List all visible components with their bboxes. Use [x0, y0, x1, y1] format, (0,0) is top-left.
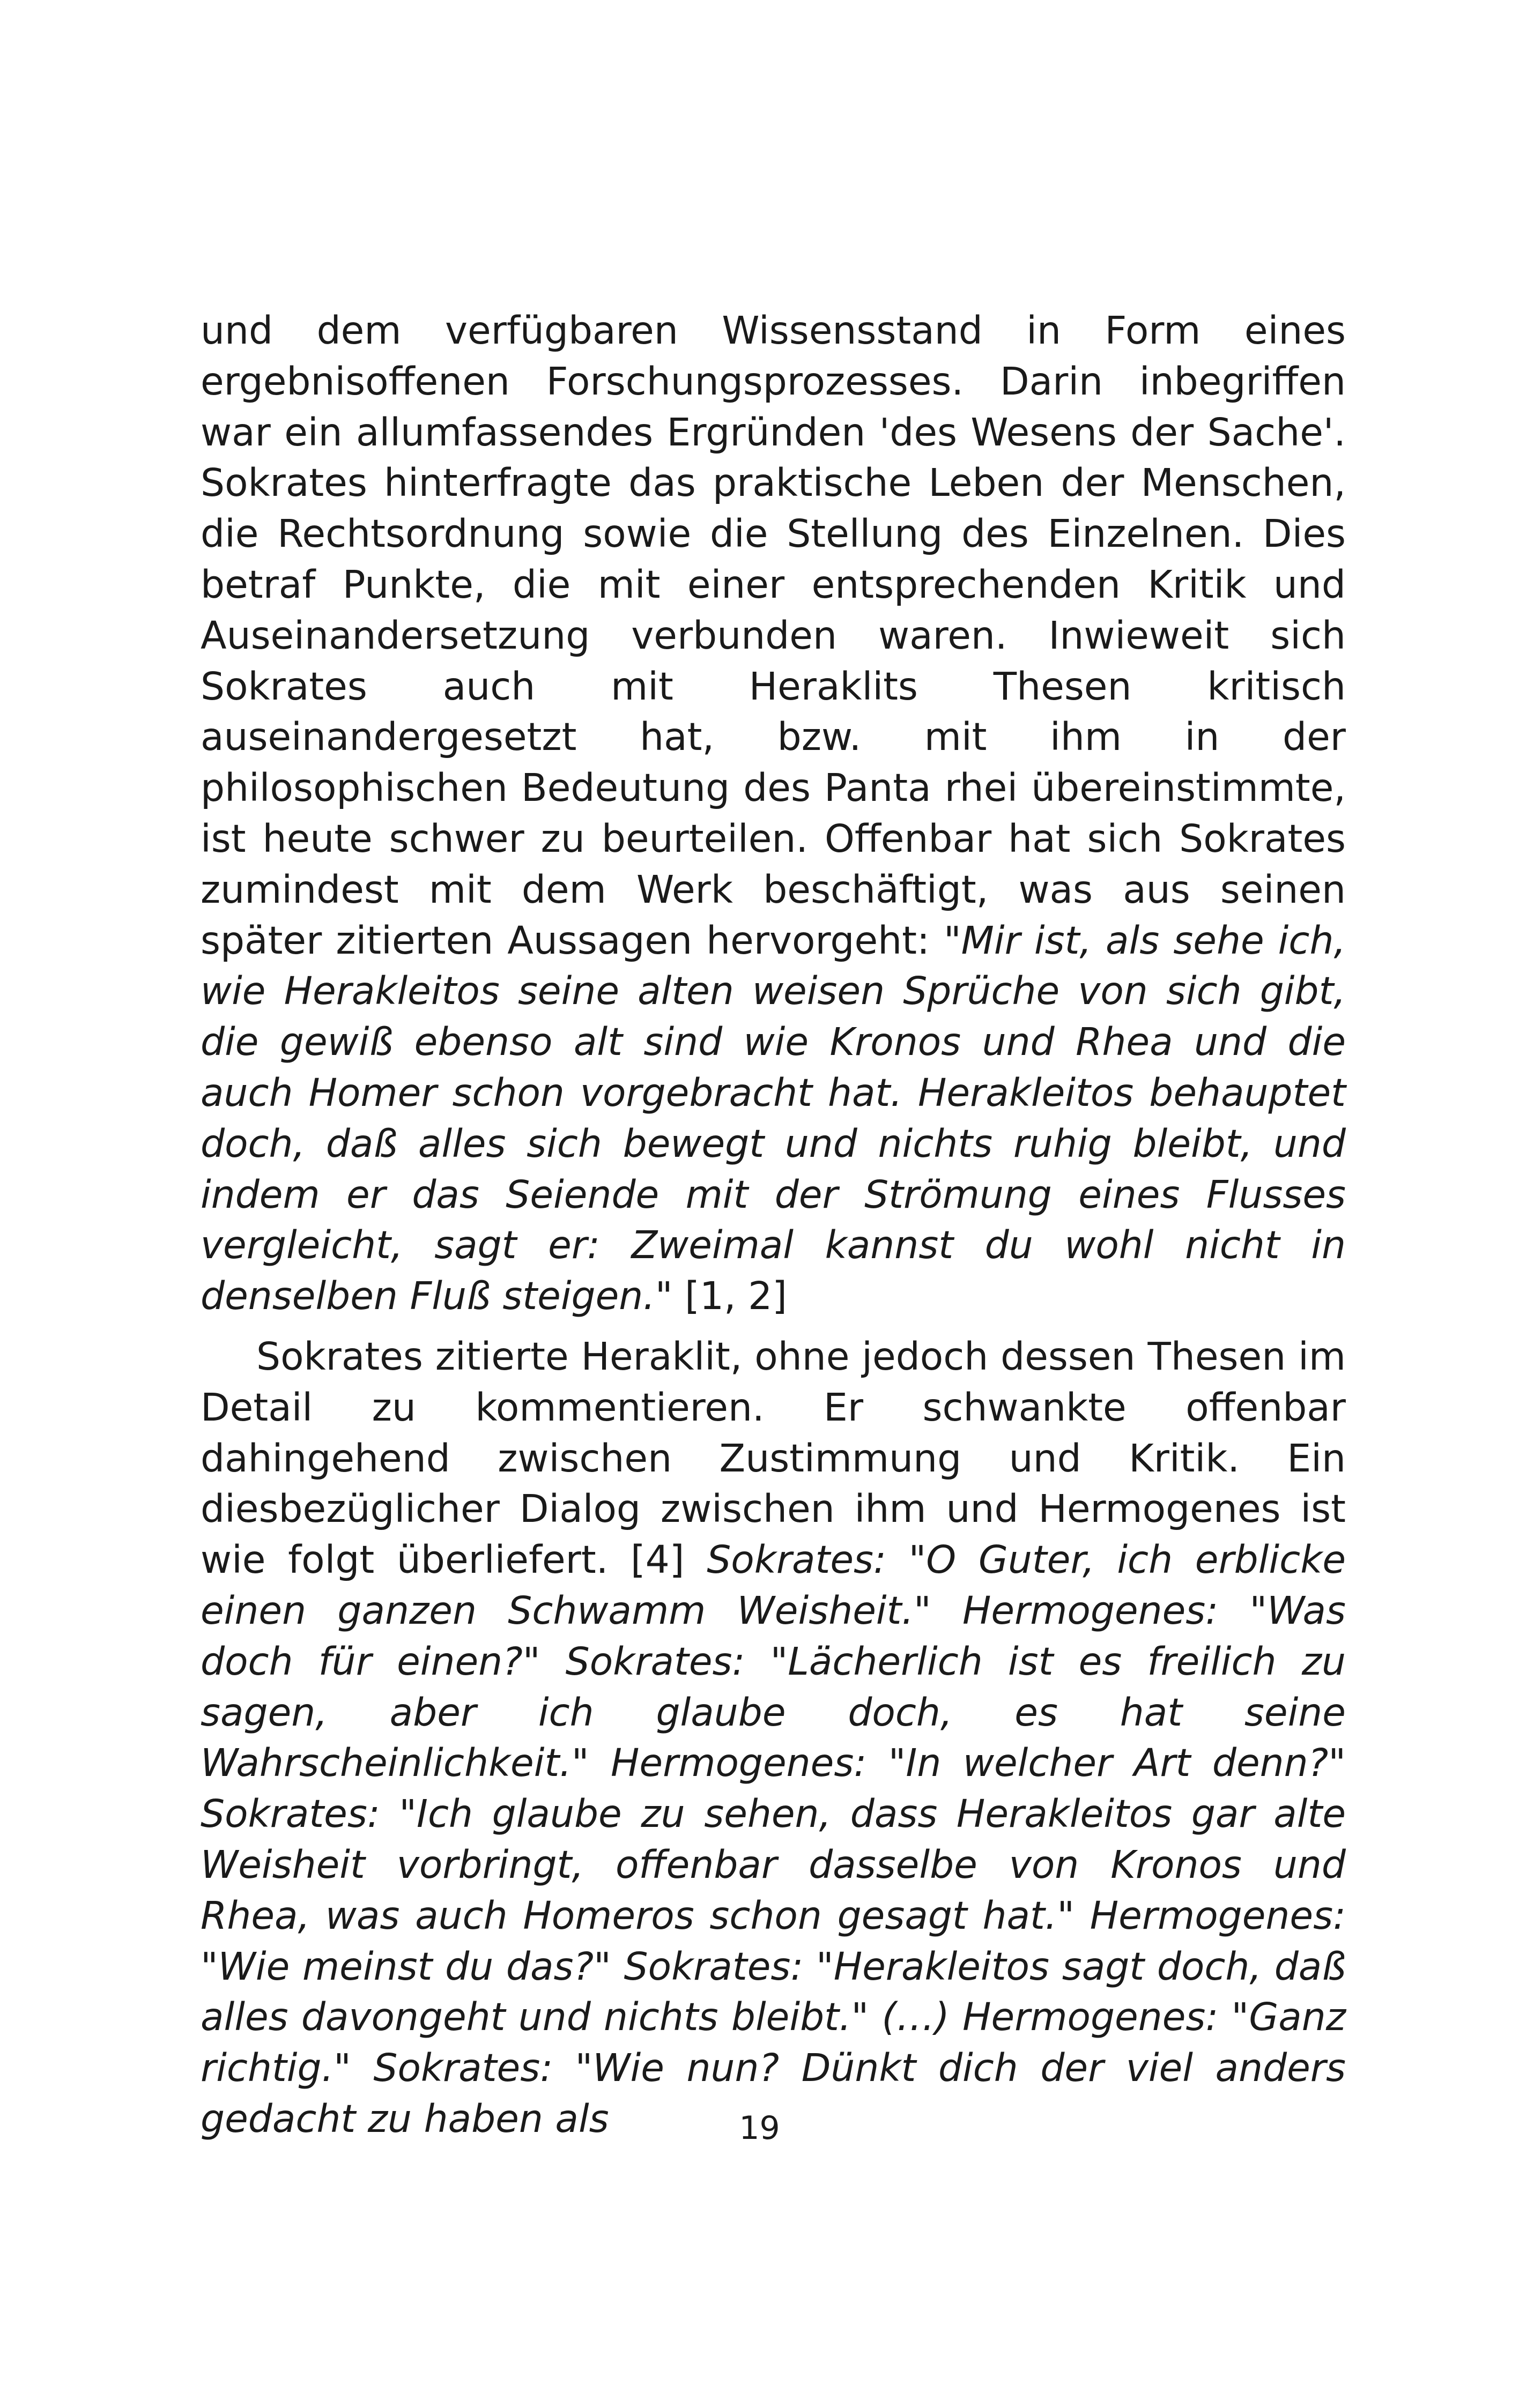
citation-run: [1, 2]: [672, 1274, 787, 1319]
paragraph-1: [201, 306, 1346, 1322]
quote-run: "Mir ist, als sehe ich, wie Herakleitos seine alten weisen Sprüche von sich gibt, die gewiß ebenso alt sind wie Kronos und Rhea und die auch Homer schon vorgebracht hat. Herakleitos behauptet doch, daß alles sich bewegt und nichts ruhig bleibt, und indem er das Seiende mit der Strömung eines Flusses vergleicht, sagt er: Zweimal kannst du wohl nicht in denselben Fluß steigen.": [201, 918, 1346, 1319]
text-run: Sokrates zitierte Heraklit, ohne jedoch dessen Thesen im Detail zu kommentieren. Er schwankte offenbar dahingehend zwischen Zustimmung und Kritik. Ein diesbezüglicher Dialog zwischen ihm und Hermogenes ist wie folgt überliefert. [4]: [201, 1334, 1346, 1582]
paragraph-2: [201, 1332, 1346, 2145]
body-text: [201, 306, 1346, 2145]
dialog-run: Sokrates: "O Guter, ich erblicke einen ganzen Schwamm Weisheit." Hermogenes: "Was doch für einen?" Sokrates: "Lächerlich ist es freilich zu sagen, aber ich glaube doch, es hat seine Wahrscheinlichkeit." Hermogenes: "In welcher Art denn?" Sokrates: "Ich glaube zu sehen, dass Herakleitos gar alte Weisheit vorbringt, offenbar dasselbe von Kronos und Rhea, was auch Homeros schon gesagt hat." Hermogenes: "Wie meinst du das?" Sokrates: "Herakleitos sagt doch, daß alles davongeht und nichts bleibt." (…) Hermogenes: "Ganz richtig." Sokrates: "Wie nun? Dünkt dich der viel anders gedacht zu haben als: [201, 1537, 1346, 2141]
text-run: und dem verfügbaren Wissensstand in Form eines ergebnisoffenen Forschungsprozesses. Darin inbegriffen war ein allumfassendes Ergründen 'des Wesens der Sache'. Sokrates hinterfragte das praktische Leben der Menschen, die Rechtsordnung sowie die Stellung des Einzelnen. Dies betraf Punkte, die mit einer entsprechenden Kritik und Auseinandersetzung verbunden waren. Inwieweit sich Sokrates auch mit Heraklits Thesen kritisch auseinandergesetzt hat, bzw. mit ihm in der philosophischen Bedeutung des Panta rhei übereinstimmte, ist heute schwer zu beurteilen. Offenbar hat sich Sokrates zumindest mit dem Werk beschäftigt, was aus seinen später zitierten Aussagen hervorgeht:: [201, 308, 1346, 963]
page-number: 19: [739, 2109, 780, 2147]
